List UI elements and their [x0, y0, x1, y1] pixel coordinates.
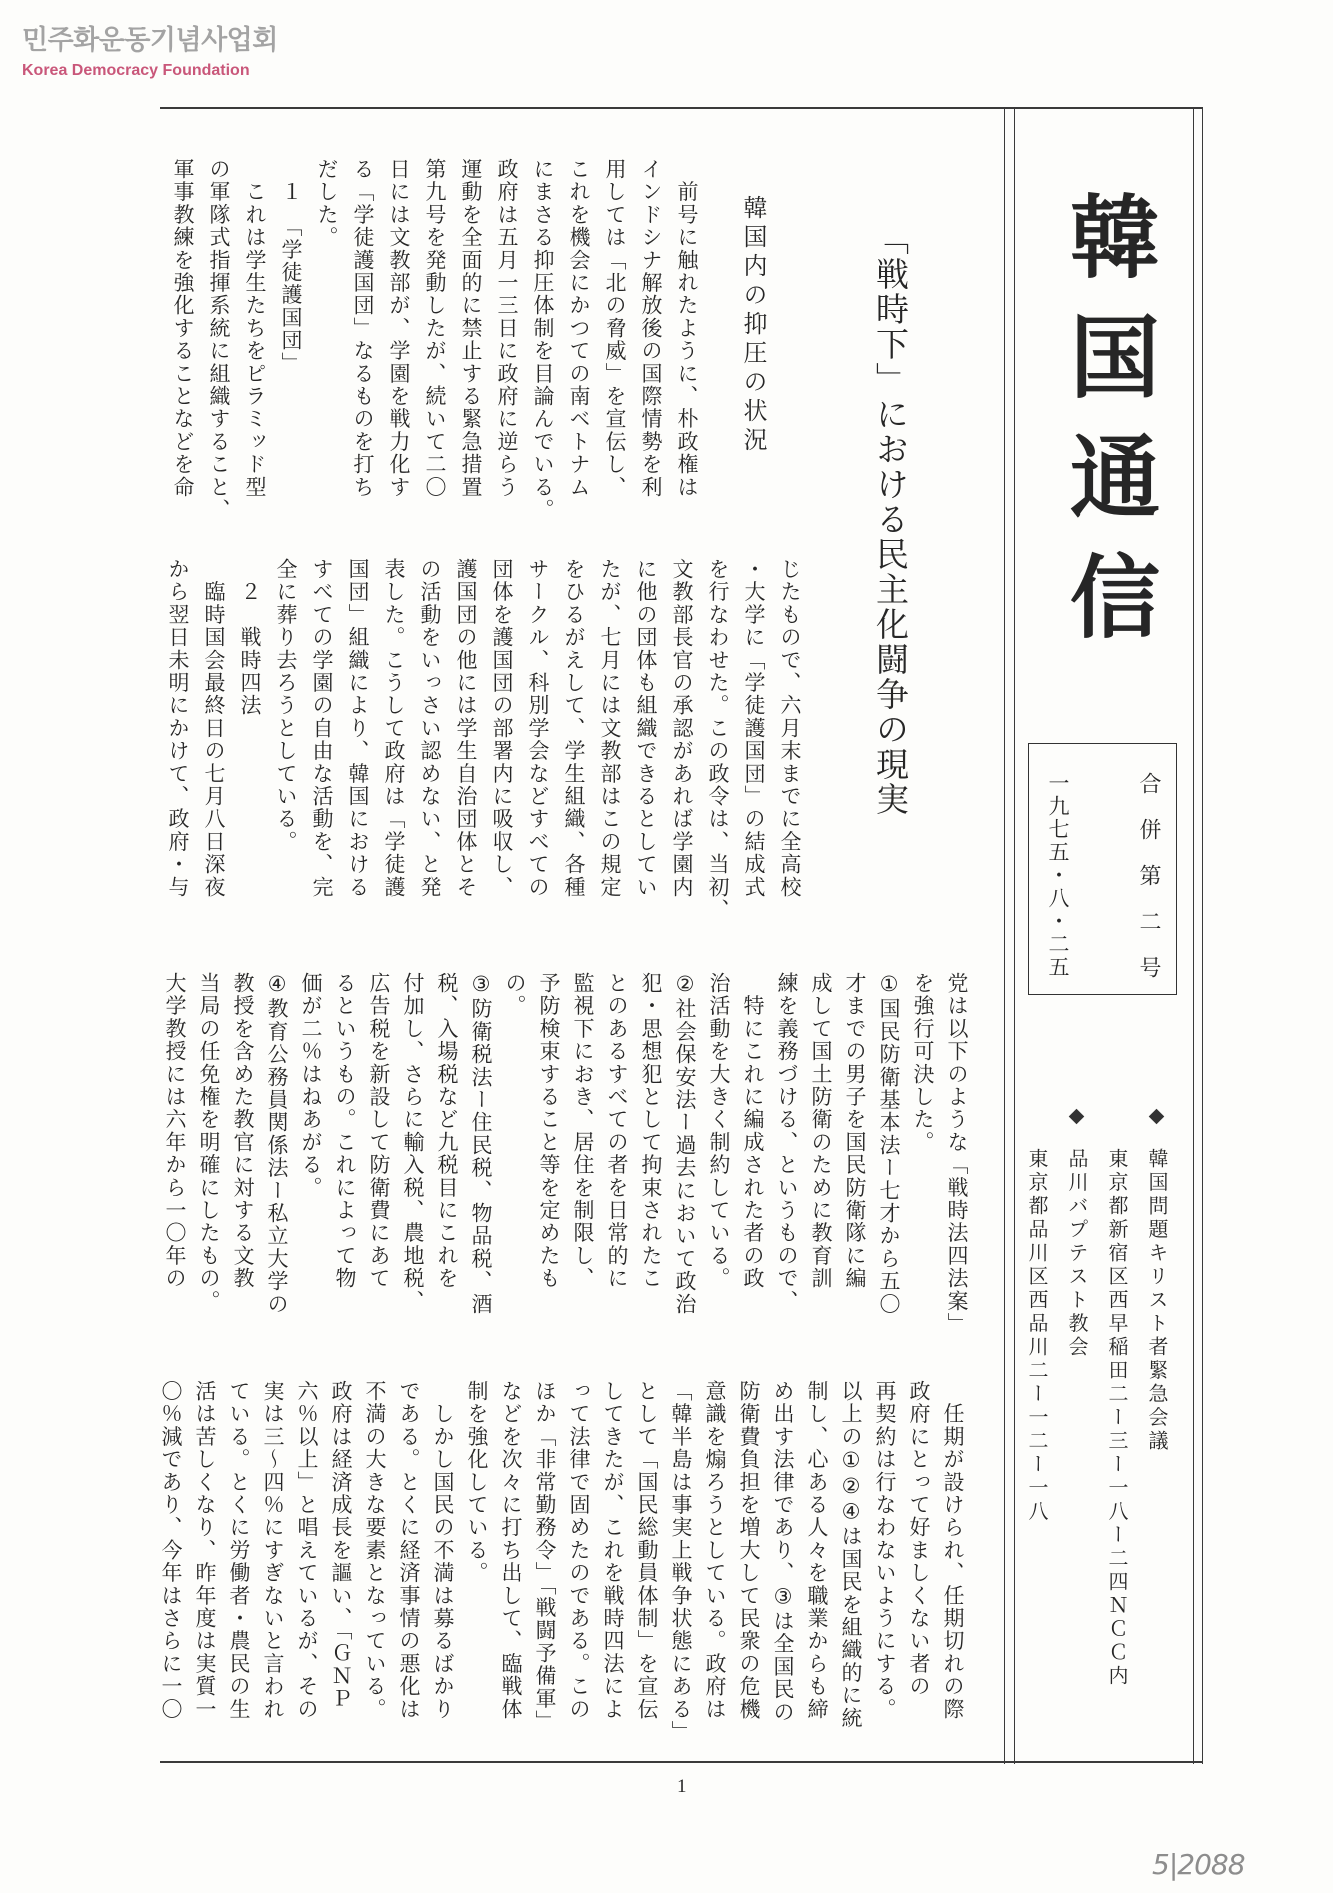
text-column: 犯・思想犯として拘束されたこ	[639, 972, 663, 1290]
article-block-lower-1	[158, 972, 974, 1335]
text-column: 政府は経済成長を謳い、「ＧＮＰ	[329, 1380, 353, 1710]
text-column: サークル、科別学会などすべての	[526, 558, 550, 899]
text-column: ・大学に「学徒護国団」の結成式	[742, 558, 766, 899]
text-column: 価が二％はねあがる。	[299, 972, 323, 1199]
text-column: ②社会保安法ー過去において政治	[673, 972, 697, 1316]
foundation-logo-english: Korea Democracy Foundation	[22, 62, 250, 79]
text-column: 用しては「北の脅威」を宣伝し、	[603, 158, 627, 499]
text-column: 六％以上」と唱えているが、その	[295, 1380, 319, 1721]
text-column: とのあるすべての者を日常的に	[605, 972, 629, 1290]
text-column: 大学教授には六年から一〇年の	[163, 972, 187, 1290]
text-column: 文教部長官の承認があれば学園内	[670, 558, 694, 899]
text-column: 再契約は行なわないようにする。	[873, 1380, 897, 1721]
text-column: 以上の①②④は国民を組織的に統	[839, 1380, 863, 1730]
text-column: 国団」組織により、韓国における	[346, 558, 370, 899]
text-column: してきたが、これを戦時四法によ	[601, 1380, 625, 1721]
text-column: ④教育公務員関係法ー私立大学の	[265, 972, 289, 1316]
text-column: 教授を含めた教官に対する文教	[231, 972, 255, 1290]
text-column: に他の団体も組織できるとしてい	[634, 558, 658, 899]
article-block-upper-1	[165, 158, 705, 521]
text-column: 団体を護国団の部署内に吸収し、	[490, 558, 514, 899]
text-column: 不満の大きな要素となっている。	[363, 1380, 387, 1721]
text-column: ①国民防衛基本法ー七才から五〇	[877, 972, 901, 1316]
diamond-bullet-icon	[1149, 1109, 1165, 1125]
text-column: 付加し、さらに輸入税、農地税、	[401, 972, 425, 1313]
text-column: 護国団の他には学生自治団体とそ	[454, 558, 478, 899]
right-border-inner	[1193, 108, 1194, 1764]
text-column: め出す法律であり、③は全国民の	[771, 1380, 795, 1724]
page-number: 1	[677, 1776, 687, 1797]
text-column: にまさる抑圧体制を目論んでいる。	[531, 158, 555, 522]
text-column: として「国民総動員体制」を宣伝	[635, 1380, 659, 1721]
text-column: 成して国土防衛のために教育訓	[809, 972, 833, 1290]
article-block-upper-2	[160, 558, 808, 921]
article-block-lower-2	[154, 1380, 970, 1743]
text-column: の。	[503, 972, 527, 1018]
text-column: を行なわせた。この政令は、当初、	[706, 558, 730, 922]
diamond-bullet-icon	[1069, 1109, 1085, 1125]
text-column: ほか「非常勤務令」「戦闘予備軍」	[533, 1380, 557, 1733]
issue-date: 一九七五・八・二五	[1046, 772, 1070, 979]
text-column: 表した。こうして政府は「学徒護	[382, 558, 406, 899]
text-column: 軍事教練を強化することなどを命	[171, 158, 195, 499]
text-column: る「学徒護国団」なるものを打ち	[351, 158, 375, 499]
publisher-name: 韓国問題キリスト者緊急会議	[1145, 1148, 1169, 1454]
text-column: 政府にとって好ましくない者の	[907, 1380, 931, 1698]
text-column: ③防衛税法ー住民税、物品税、酒	[469, 972, 493, 1316]
text-column: ている。とくに労働者・農民の生	[227, 1380, 251, 1721]
text-column: 臨時国会最終日の七月八日深夜	[202, 558, 226, 899]
text-column: 任期が設けられ、任期切れの際	[941, 1380, 965, 1721]
text-column: しかし国民の不満は募るばかり	[431, 1380, 455, 1721]
text-column: 治活動を大きく制約している。	[707, 972, 731, 1290]
text-column: 「韓半島は事実上戦争状態にある」	[669, 1380, 693, 1744]
publisher-info	[1017, 1148, 1177, 1689]
text-column: 前号に触れたように、朴政権は	[675, 158, 699, 499]
publisher-church: 品川バプテスト教会	[1065, 1148, 1089, 1360]
text-column: 実は三〜四％にすぎないと言われ	[261, 1380, 285, 1721]
text-column: 制し、心ある人々を職業からも締	[805, 1380, 829, 1721]
text-column: 活は苦しくなり、昨年度は実質一	[193, 1380, 217, 1721]
text-column: である。とくに経済事情の悪化は	[397, 1380, 421, 1721]
text-column: 日には文教部が、学園を戦力化す	[387, 158, 411, 499]
masthead-divider-outer	[1004, 108, 1005, 1764]
newsletter-title: 韓国通信	[1054, 190, 1160, 670]
publisher-address: 東京都新宿区西早稲田二ー三ー一八ー二四ＮＣＣ内	[1105, 1148, 1129, 1689]
text-column: 党は以下のような「戦時法四法案」	[945, 972, 969, 1336]
article-title: 「戦時下」における民主化闘争の現実	[871, 222, 910, 817]
top-rule	[160, 107, 1203, 109]
text-column: 特にこれに編成された者の政	[741, 972, 765, 1290]
text-column: 広告税を新設して防衛費にあて	[367, 972, 391, 1290]
text-column: だした。	[315, 158, 339, 249]
foundation-logo-korean: 민주화운동기념사업회	[22, 25, 278, 56]
text-column: 練を義務づける、というもので、	[775, 972, 799, 1313]
text-column: これは学生たちをピラミッド型	[243, 158, 267, 499]
text-column: 〇％減であり、今年はさらに一〇	[159, 1380, 183, 1721]
text-column: 第九号を発動したが、続いて二〇	[423, 158, 447, 499]
text-column: を強行可決した。	[911, 972, 935, 1154]
text-column: 才までの男子を国民防衛隊に編	[843, 972, 867, 1290]
text-column: １ 「学徒護国団」	[279, 158, 303, 375]
text-column: これを機会にかつての南ベトナム	[567, 158, 591, 499]
text-column: などを次々に打ち出して、臨戦体	[499, 1380, 523, 1721]
section-heading: 韓国内の抑圧の状況	[739, 195, 767, 456]
text-column: ２ 戦時四法	[238, 558, 262, 717]
church-address: 東京都品川区西品川二ー一二ー一八	[1025, 1148, 1049, 1524]
bottom-rule	[160, 1761, 1203, 1763]
text-column: って法律で固めたのである。この	[567, 1380, 591, 1721]
text-column: をひるがえして、学生組織、各種	[562, 558, 586, 899]
text-column: 防衛費負担を増大して民衆の危機	[737, 1380, 761, 1721]
text-column: 税、入場税など九税目にこれを	[435, 972, 459, 1290]
right-border-outer	[1202, 108, 1203, 1764]
issue-number: 合併第二号	[1136, 772, 1161, 1002]
text-column: インドシナ解放後の国際情勢を利	[639, 158, 663, 499]
text-column: から翌日未明にかけて、政府・与	[166, 558, 190, 899]
handwritten-archive-number: 5|2088	[1152, 1848, 1245, 1881]
text-column: 監視下におき、居住を制限し、	[571, 972, 595, 1290]
text-column: 運動を全面的に禁止する緊急措置	[459, 158, 483, 499]
text-column: 予防検束すること等を定めたも	[537, 972, 561, 1290]
text-column: の軍隊式指揮系統に組織すること、	[207, 158, 231, 522]
text-column: 全に葬り去ろうとしている。	[274, 558, 298, 854]
text-column: じたもので、六月末までに全高校	[778, 558, 802, 899]
text-column: るというもの。これによって物	[333, 972, 357, 1290]
text-column: たが、七月には文教部はこの規定	[598, 558, 622, 899]
text-column: の活動をいっさい認めない、と発	[418, 558, 442, 899]
text-column: 政府は五月一三日に政府に逆らう	[495, 158, 519, 499]
text-column: すべての学園の自由な活動を、完	[310, 558, 334, 899]
text-column: 当局の任免権を明確にしたもの。	[197, 972, 221, 1313]
text-column: 制を強化している。	[465, 1380, 489, 1585]
masthead-divider-inner	[1014, 108, 1015, 1764]
text-column: 意識を煽ろうとしている。政府は	[703, 1380, 727, 1721]
issue-box	[1028, 743, 1177, 1002]
